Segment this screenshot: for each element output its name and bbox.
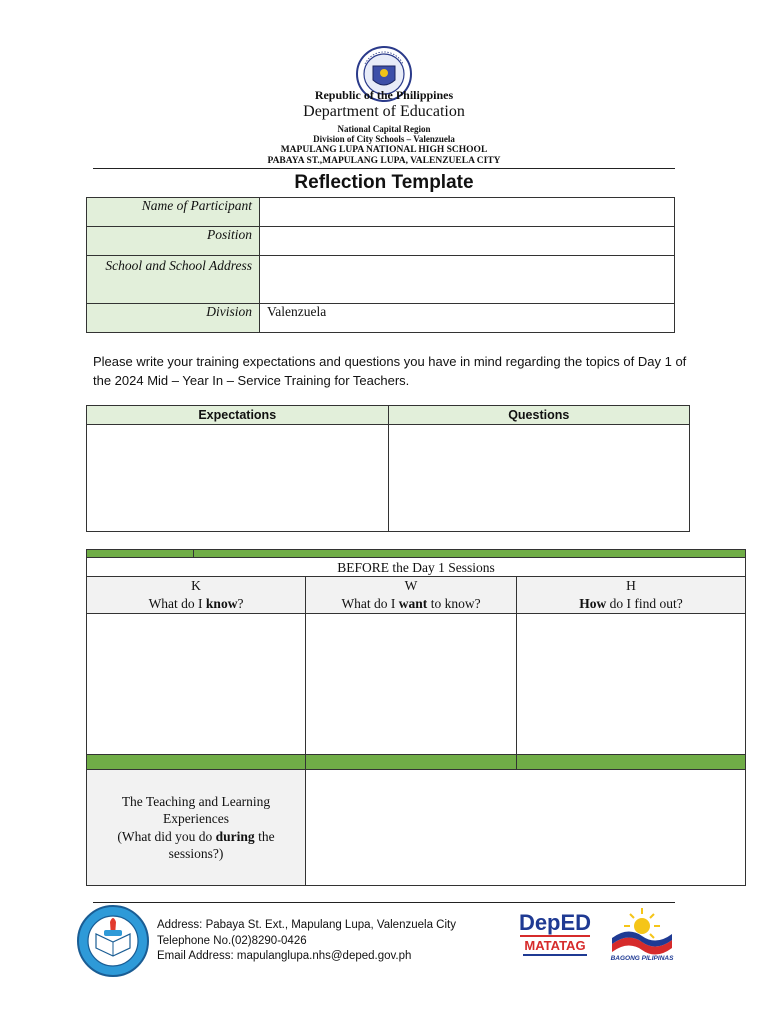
table-row <box>87 304 675 333</box>
expectations-header: Expectations <box>87 406 389 425</box>
school-address-label: School and School Address <box>87 256 260 304</box>
table-row <box>87 227 675 256</box>
questions-header: Questions <box>388 406 690 425</box>
page-title: Reflection Template <box>294 172 474 193</box>
header-divider <box>93 168 675 169</box>
table-row <box>87 558 746 577</box>
school-address-field[interactable] <box>260 256 675 304</box>
footer-telephone: Telephone No.(02)8290-0426 <box>157 934 307 947</box>
green-divider <box>517 755 746 770</box>
department-label: Department of Education <box>303 103 465 120</box>
table-row <box>87 550 746 558</box>
participant-table <box>86 197 675 333</box>
position-field[interactable] <box>260 227 675 256</box>
footer-email: Email Address: mapulanglupa.nhs@deped.gov.ph <box>157 950 412 962</box>
before-sessions-banner: BEFORE the Day 1 Sessions <box>87 558 746 577</box>
table-row <box>87 577 746 614</box>
republic-label: Republic of the Philippines <box>314 88 454 102</box>
w-question: What do I want to know? <box>341 596 481 611</box>
school-name: MAPULANG LUPA NATIONAL HIGH SCHOOL <box>280 145 488 155</box>
tle-line1: The Teaching and Learning Experiences <box>121 793 271 826</box>
tle-answer-cell[interactable] <box>306 770 746 886</box>
k-question: What do I know? <box>148 596 244 611</box>
region-label: National Capital Region <box>337 124 431 134</box>
table-row <box>87 198 675 227</box>
green-divider <box>87 755 306 770</box>
participant-name-label: Name of Participant <box>87 198 260 227</box>
questions-cell[interactable] <box>388 425 690 532</box>
footer-divider <box>93 902 675 903</box>
h-column-header <box>517 577 746 614</box>
kwh-table <box>86 549 746 886</box>
footer-contact <box>157 918 456 965</box>
table-row <box>87 770 746 886</box>
position-label: Position <box>87 227 260 256</box>
w-letter: W <box>404 578 418 593</box>
table-row <box>87 755 746 770</box>
bagong-pilipinas-logo <box>606 904 678 962</box>
table-row <box>87 256 675 304</box>
instructions-text: Please write your training expectations and questions you have in mind regarding the topics of Day 1 of the 2024 Mid – Year In – Service Training for Teachers. <box>93 354 687 388</box>
h-answer-cell[interactable] <box>517 614 746 755</box>
svg-text:DepED: DepED <box>518 910 592 935</box>
expectations-cell[interactable] <box>87 425 389 532</box>
school-logo-icon <box>76 904 150 978</box>
expectations-questions-table <box>86 405 690 532</box>
division-row-label: Division <box>87 304 260 333</box>
green-band <box>87 550 746 558</box>
w-answer-cell[interactable] <box>306 614 517 755</box>
green-divider <box>306 755 517 770</box>
svg-text:BAGONG PILIPINAS: BAGONG PILIPINAS <box>610 955 674 962</box>
division-label: Division of City Schools – Valenzuela <box>313 134 455 144</box>
h-question: How do I find out? <box>579 596 683 611</box>
school-address: PABAYA ST.,MAPULANG LUPA, VALENZUELA CITY <box>267 156 501 166</box>
division-field[interactable]: Valenzuela <box>260 304 675 333</box>
svg-text:MATATAG: MATATAG <box>524 938 586 953</box>
table-row <box>87 425 690 532</box>
k-letter: K <box>191 578 201 593</box>
table-row <box>87 406 690 425</box>
participant-name-field[interactable] <box>260 198 675 227</box>
tle-label-cell: The Teaching and Learning Experiences (What did you do during the sessions?) <box>87 770 306 886</box>
table-row <box>87 614 746 755</box>
k-column-header <box>87 577 306 614</box>
footer-address: Address: Pabaya St. Ext., Mapulang Lupa, Valenzuela City <box>157 919 456 931</box>
w-column-header <box>306 577 517 614</box>
deped-matatag-logo <box>517 906 593 960</box>
h-letter: H <box>626 578 636 593</box>
k-answer-cell[interactable] <box>87 614 306 755</box>
